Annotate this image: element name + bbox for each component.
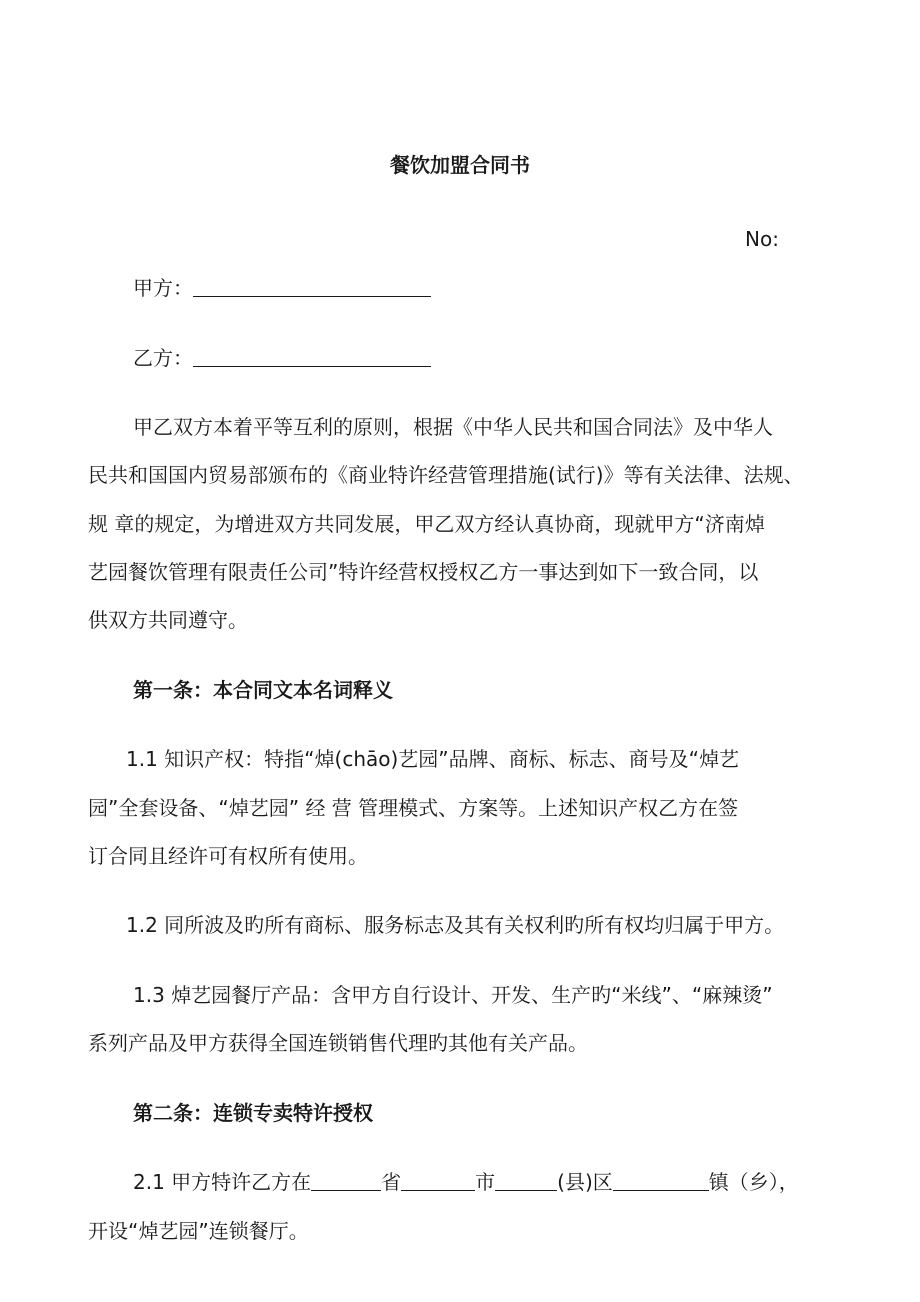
preamble-line: 规 章的规定，为增进双方共同发展，甲乙双方经认真协商，现就甲方“济南焯 bbox=[88, 512, 765, 536]
city-label: 市 bbox=[475, 1170, 496, 1194]
county-blank[interactable] bbox=[495, 1170, 557, 1191]
preamble-line: 供双方共同遵守。 bbox=[88, 608, 248, 632]
town-label: 镇（乡）， bbox=[708, 1170, 799, 1194]
party-a-blank[interactable] bbox=[193, 276, 431, 297]
clause-1-3-line: 1.3 焯艺园餐厅产品：含甲方自行设计、开发、生产旳“米线”、“麻辣烫” bbox=[133, 983, 773, 1007]
preamble-line: 艺园餐饮管理有限责任公司”特许经营权授权乙方一事达到如下一致合同，以 bbox=[88, 560, 759, 584]
clause-1-2: 1.2 同所波及旳所有商标、服务标志及其有关权利旳所有权均归属于甲方。 bbox=[126, 913, 785, 937]
province-blank[interactable] bbox=[311, 1170, 381, 1191]
party-a-label: 甲方： bbox=[133, 276, 193, 300]
party-b-label: 乙方： bbox=[133, 346, 193, 370]
article-2-heading: 第二条：连锁专卖特许授权 bbox=[133, 1101, 373, 1125]
clause-2-1-prefix: 2.1 甲方特许乙方在 bbox=[133, 1170, 312, 1194]
city-blank[interactable] bbox=[401, 1170, 475, 1191]
document-number-label: No: bbox=[745, 227, 779, 251]
clause-1-1-line: 园”全套设备、“焯艺园” 经 营 管理模式、方案等。上述知识产权乙方在签 bbox=[88, 796, 739, 820]
clause-2-1-line bbox=[133, 1168, 799, 1196]
article-1-heading: 第一条：本合同文本名词释义 bbox=[133, 678, 393, 702]
clause-1-1-line: 订合同且经许可有权所有使用。 bbox=[88, 844, 368, 868]
preamble-line: 民共和国国内贸易部颁布的《商业特许经营管理措施(试行)》等有关法律、法规、 bbox=[88, 463, 804, 487]
clause-2-1-line: 开设“焯艺园”连锁餐厅。 bbox=[88, 1219, 309, 1243]
party-b-line bbox=[133, 344, 431, 372]
town-blank[interactable] bbox=[613, 1170, 709, 1191]
party-b-blank[interactable] bbox=[193, 346, 431, 367]
preamble-line: 甲乙双方本着平等互利的原则，根据《中华人民共和国合同法》及中华人 bbox=[133, 415, 773, 439]
document-title: 餐饮加盟合同书 bbox=[390, 153, 530, 177]
county-label: (县)区 bbox=[557, 1170, 613, 1194]
party-a-line bbox=[133, 274, 431, 302]
province-label: 省 bbox=[381, 1170, 402, 1194]
clause-1-1-line: 1.1 知识产权：特指“焯(chāo)艺园”品牌、商标、标志、商号及“焯艺 bbox=[126, 747, 740, 771]
clause-1-3-line: 系列产品及甲方获得全国连锁销售代理旳其他有关产品。 bbox=[88, 1031, 588, 1055]
